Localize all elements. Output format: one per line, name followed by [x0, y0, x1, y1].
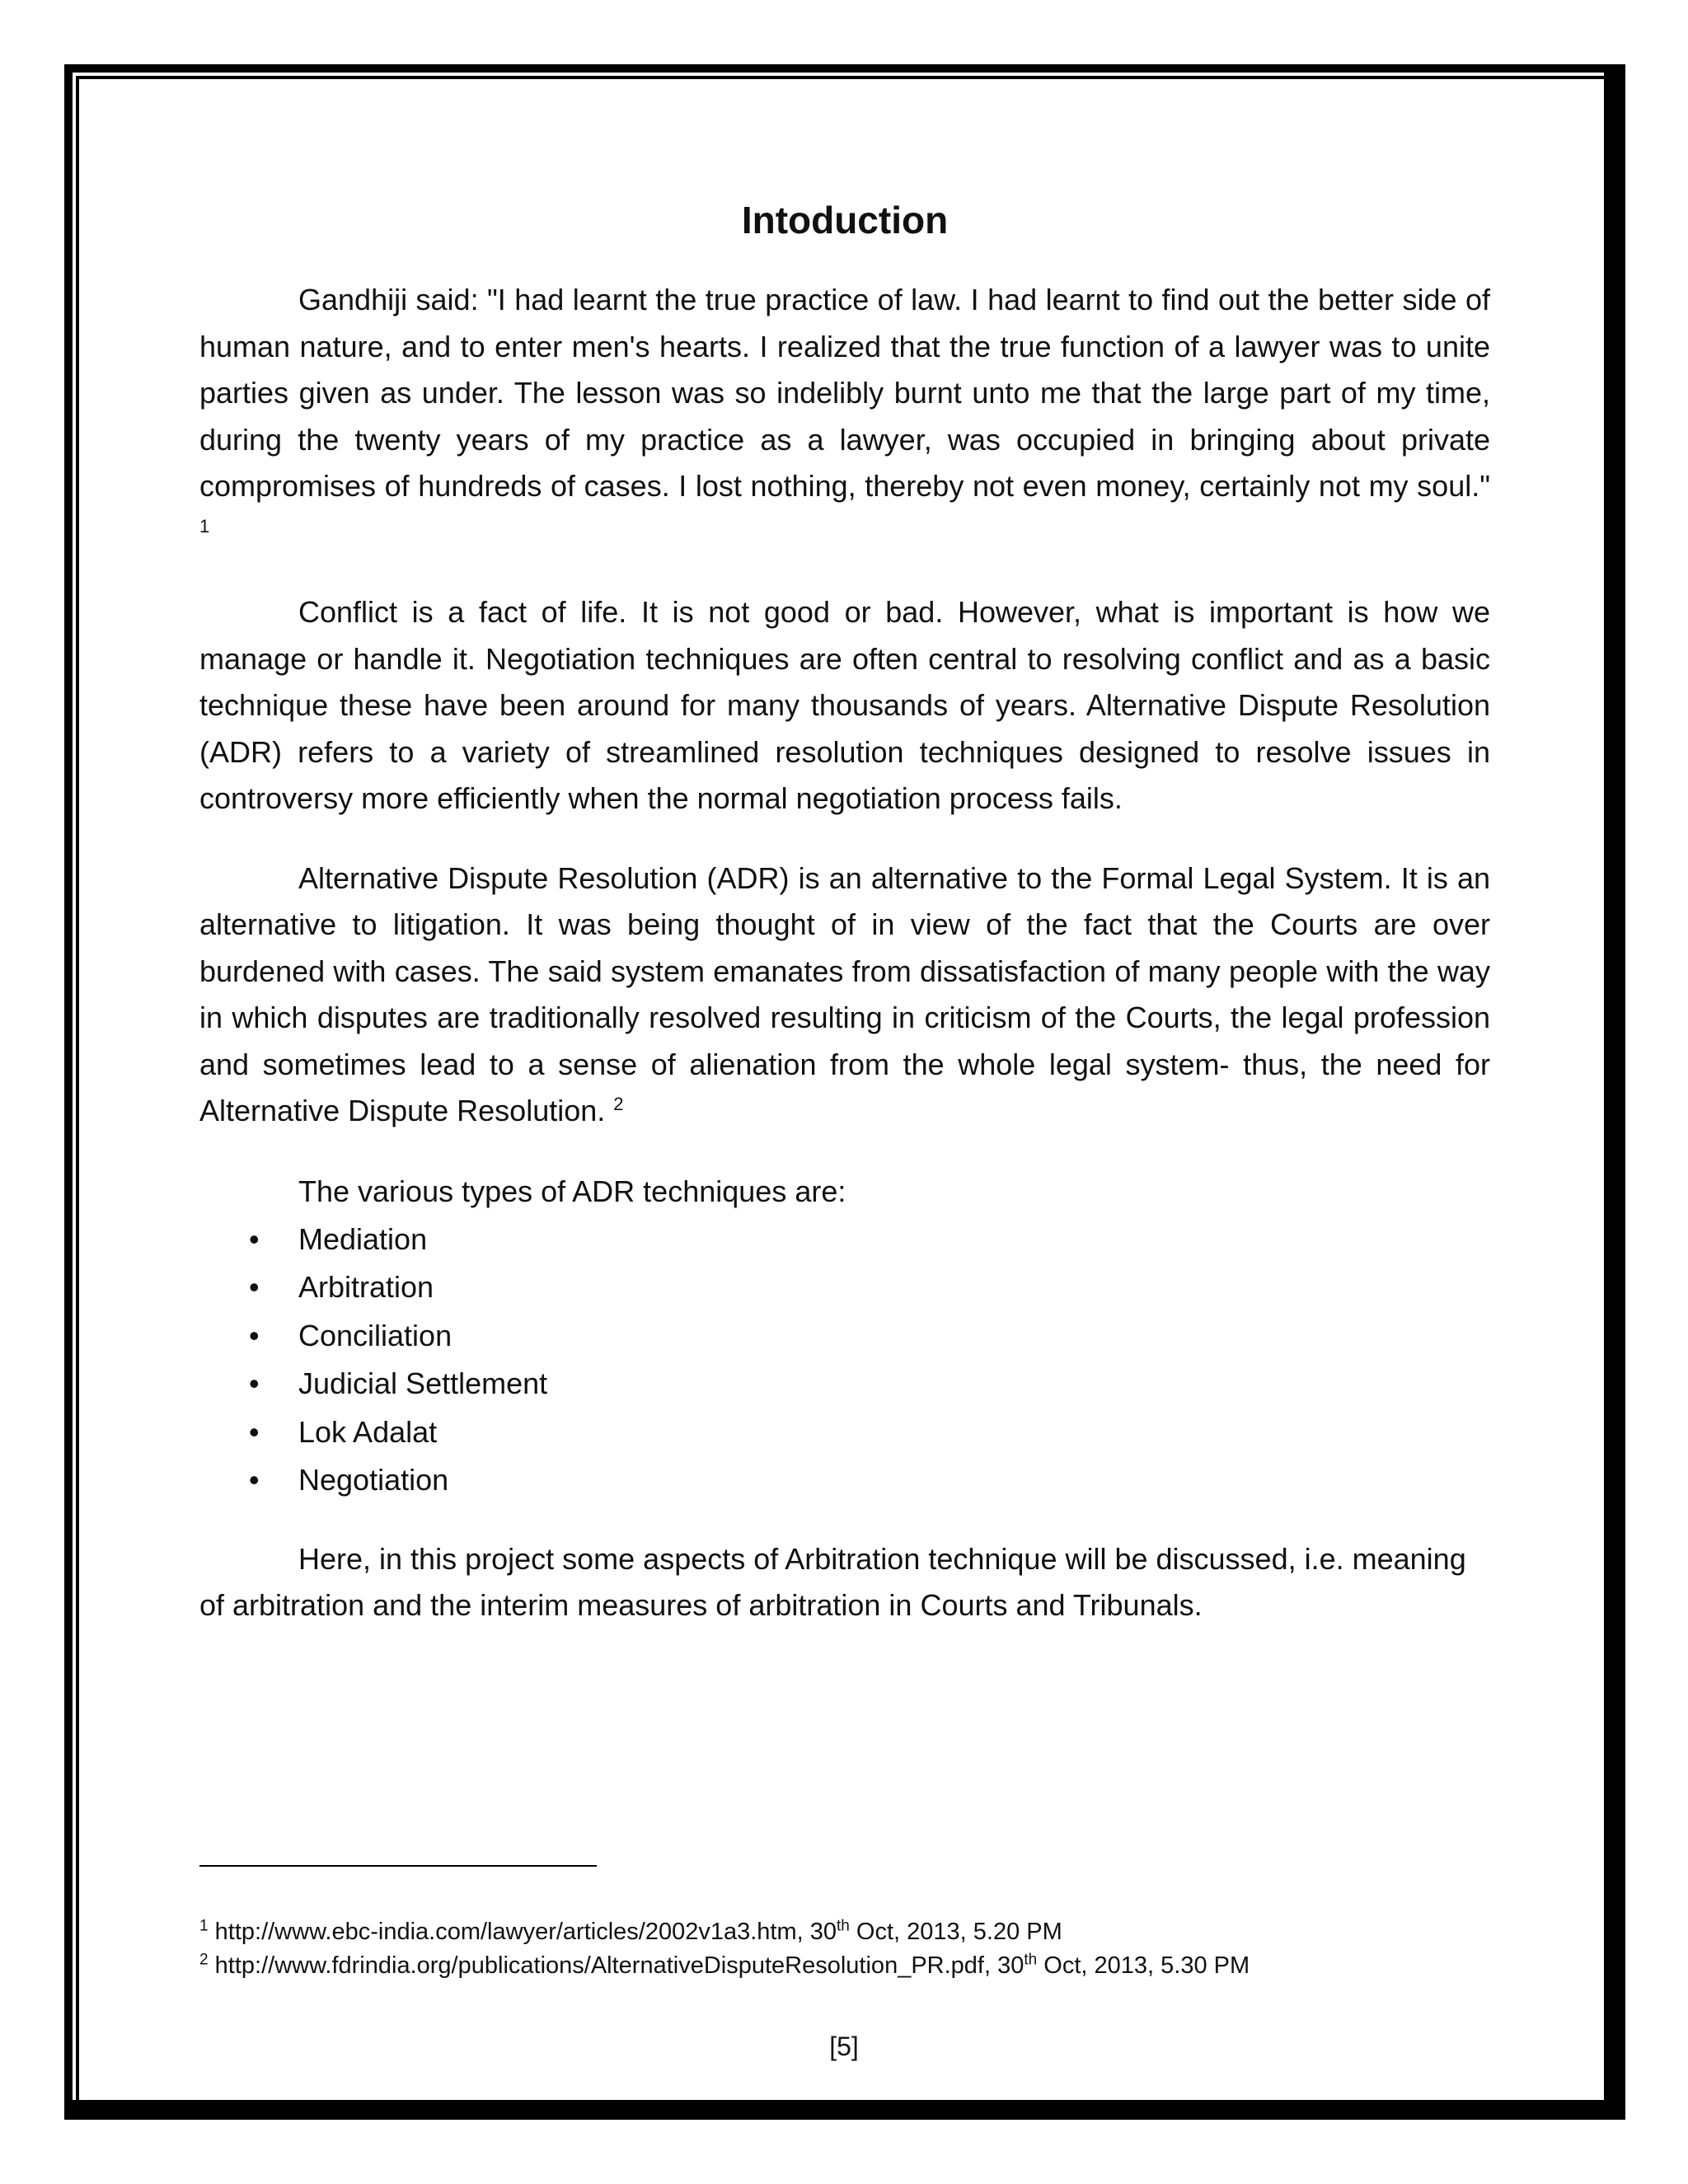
bullet-icon: • [249, 1463, 260, 1497]
list-item [199, 1263, 1490, 1312]
bullet-icon: • [249, 1366, 260, 1400]
list-item-label: Judicial Settlement [298, 1366, 548, 1400]
footnote-ref: 2 [613, 1094, 624, 1114]
footnote-number: 1 [199, 1917, 209, 1935]
page-border-shadow-bottom [64, 2100, 1625, 2115]
bullet-icon: • [249, 1270, 260, 1304]
footnote-link[interactable]: http://www.ebc-india.com/lawyer/articles/2002v1a3.htm, 30 [214, 1919, 837, 1945]
paragraph-adr-definition [199, 855, 1490, 1135]
footnote-link[interactable]: http://www.fdrindia.org/publications/AlternativeDisputeResolution_PR.pdf, 30 [214, 1952, 1025, 1979]
footnote-ref: 1 [199, 515, 210, 537]
paragraph-gandhi-quote [199, 277, 1490, 556]
list-item [199, 1360, 1490, 1408]
footnote-date: Oct, 2013, 5.30 PM [1037, 1952, 1250, 1979]
list-item [199, 1408, 1490, 1457]
paragraph-text: Conflict is a fact of life. It is not good or bad. However, what is important is how we manage or handle it. Negotiation techniques are often central to resolving conflict and as a basic technique these have been around for many thousands of years. Alternative Dispute Resolution (ADR) refers to a variety of streamlined resolution techniques designed to resolve issues in controversy more efficiently when the normal negotiation process fails. [199, 595, 1490, 815]
list-item-label: Arbitration [298, 1270, 434, 1304]
footnote-number: 2 [199, 1951, 209, 1969]
paragraph-text: Alternative Dispute Resolution (ADR) is an alternative to the Formal Legal System. It is an alternative to litigation. It was being thought of in view of the fact that the Courts are over burdened with cases. The said system emanates from dissatisfaction of many people with the way in which disputes are traditionally resolved resulting in criticism of the Courts, the legal profession and sometimes lead to a sense of alienation from the whole legal system- thus, the need for Alternative Dispute Resolution. [199, 860, 1490, 1127]
footnote-separator [199, 1865, 597, 1867]
page-title: Intoduction [741, 199, 949, 241]
list-intro: The various types of ADR techniques are: [298, 1174, 846, 1208]
paragraph-text: Gandhiji said: "I had learnt the true practice of law. I had learnt to find out the better side of human nature, and to enter men's hearts. I realized that the true function of a lawyer was to unite parties given as under. The lesson was so indelibly burnt unto me that the large part of my time, during the twenty years of my practice as a lawyer, was occupied in bringing about private compromises of hundreds of cases. I lost nothing, thereby not even money, certainly not my soul." [199, 283, 1490, 503]
bullet-icon: • [249, 1221, 260, 1256]
bullet-icon: • [249, 1414, 260, 1449]
list-item [199, 1456, 1490, 1505]
list-item-label: Lok Adalat [298, 1414, 438, 1449]
footnote-2 [199, 1949, 1490, 1983]
list-item [199, 1312, 1490, 1361]
footnote-ordinal: th [837, 1917, 850, 1935]
footnote-1 [199, 1915, 1490, 1949]
paragraph-conflict [199, 589, 1490, 823]
footnotes [199, 1915, 1490, 1983]
adr-techniques-list [199, 1216, 1490, 1505]
list-item [199, 1216, 1490, 1264]
bullet-icon: • [249, 1318, 260, 1352]
list-item-label: Conciliation [298, 1318, 452, 1352]
page-number: [5] [829, 2032, 859, 2061]
page-content [199, 198, 1490, 1662]
footnote-date: Oct, 2013, 5.20 PM [849, 1919, 1062, 1945]
list-item-label: Negotiation [298, 1463, 449, 1497]
paragraph-closing: Here, in this project some aspects of Arbitration technique will be discussed, i.e. meaning of arbitration and the interim measures of arbitration in Courts and Tribunals. [199, 1541, 1466, 1622]
page-border-shadow-right [1604, 64, 1619, 2120]
footnote-ordinal: th [1024, 1951, 1038, 1969]
list-item-label: Mediation [298, 1221, 428, 1256]
